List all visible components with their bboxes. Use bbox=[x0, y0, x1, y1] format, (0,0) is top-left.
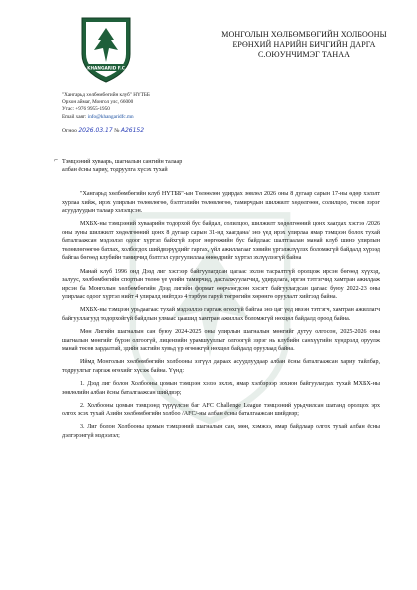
letter-body bbox=[62, 190, 380, 445]
request-item-1: 1. Дээд лиг болон Холбооны цомын тэмцээн хэзээ эхлэх, ямар хэлбэрээр зохион байгуулагдах тухай МХБХ-ны зөвлөлийн албан ёсны баталгаажсан шийдвэр; bbox=[62, 380, 380, 396]
body-paragraph-3: Манай клуб 1996 онд Дээд лиг хэсгээр байгуулагдсан цагаас эхлэн тасралтгүй оролцож ирсэн бөгөөд хүүхэд, залуус, хөлбөмбөгийн спортын төлөө үе үеийн тамирчид, дасгалжуулагчид, удирдлага, иргэн тэтгэгчид хамтран ажилдаж ирсэн ба Монголын хөлбөмбөгийн Дээд лигийн формат өөрчлөгдсөн хэсэгт байгуулагдсан цагаас буюу 2022-23 оны улирлаас одоог хүртэл нийт 4 улиралд нийтдээ 4 тэрбум гаруй төгрөгийн хөрөнгө оруулалт хийгээд байна. bbox=[62, 268, 380, 301]
number-label: № bbox=[114, 128, 120, 134]
body-paragraph-4: МХБХ-ны тэмцээн урьдаагаас тухай мэдээллээ гаргаж өгөхгүй байгаа энэ цаг үед ивээн тэтгэгч, хамтран ажиллагч байгууллагууд тодорхойгүй байдлын улмаас цаашид хамтран ажиллах боломжгүй нөхцөл байдалд ороод байна. bbox=[62, 307, 380, 322]
request-item-2: 2. Холбооны цомын тэмцээнд түрүүлсэн баг AFC Challenge League тэмцээний урьдчилсан шатанд оролцох эрх олгох эсэх тухай Азийн хөлбөмбөгийн холбоо /AFC/-ны албан ёсны баталгаажсан шийдвэр; bbox=[62, 402, 380, 418]
handwritten-date: 2026.03.17 bbox=[78, 127, 113, 134]
email-label: Email хаяг: bbox=[62, 113, 87, 120]
request-item-3: 3. Лиг болон Холбооны цомын тэмцээний шагналын сан, мөн, хэмжээ, ямар байдлаар олгох тухай албан ёсны дэлгэрэнгүй мэдээлэл; bbox=[62, 424, 380, 439]
body-paragraph-2: МХБХ-ны тэмцээний хуваарийн тодорхой бус байдал, солилцоо, шилжилт хөдөлгөөний цонх хаагдах хэсгээ /2026 оны зуны шилжилт хөдөлгөөний цонх 8 дугаар сарын 31-нд хаагдана/ энэ үед ирэх улирлаа ямар тэмцээн болох тухай баталгаажсан мэдээлэл одоог хүртэл байхгүй зэрэг нөргөжийн бус байдлааc шалтгаалан манай клуб шинэ улирлын төлөвлөгөөгөө батлах, холбогдох шийдвэрүүдийг гаргах, үйл ажиллагааг хэвийн үргэлжлүүлэх боломжгүй байдалд хүрээд байгаа бөгөөд клубийн тамирчид бэлтгэл сургуулиллаа өнөөдрийг хүртэл эхлүүлээгүй байна bbox=[62, 221, 380, 262]
subject-line-2: албан ёсны хариу, тодруулга хүсэх тухай bbox=[62, 167, 168, 174]
sender-info bbox=[62, 92, 192, 121]
body-paragraph-6: Иймд Монголын хөлбөмбөгийн холбооны эзгүүл дараах асуудлуудаар албан ёсны баталгаажсан хариу тайлбар, тодруулгыг гаргаж өгөхийг хүсэж байна. Үүнд: bbox=[62, 359, 380, 374]
logo-text: KHANGARID F.C bbox=[87, 66, 125, 72]
corner-mark-icon: ⌐ bbox=[54, 156, 58, 164]
recipient-line-1: МОНГОЛЫН ХӨЛБӨМБӨГИЙН ХОЛБООНЫ bbox=[221, 30, 387, 39]
reference-line bbox=[62, 127, 144, 134]
sender-email-link[interactable]: info@khangaridfc.mn bbox=[87, 113, 134, 120]
body-paragraph-1: "Хангарьд хөлбөмбөгийн клуб НҮТББ"-ын Төлөөлөн удирдах зөвлөл 2026 оны 8 дугаар сарын 17-ны өдөр хэлэлт хурлаа хийж, ирэх улирлын төлөвлөгөө, бэлтгэлийн төлөвлөгөө, тамирчдын шилжилт хөдөлгөөн, солилцоо, төсөв зэрэг асуудлуудын талаар хэлэлцсэн. bbox=[62, 191, 380, 215]
subject-block bbox=[54, 156, 252, 175]
body-paragraph-5: Мөн Лигийн шагналын сан буюу 2024-2025 оны улирлын шагналын мөнгийг дутуу олгосон, 2025-2026 оны шагналын мөнгийг бүрэн олгоогүй, лицензийн урамшууллыг олгоогүй зэрэг нь клубийн санхүүгийн хүндрэлд оруулж манай төсөв зардалтай, здийн засгийн хувьд үр өгөөжгүй нөхцөл байдалд оруулаад байна. bbox=[62, 329, 380, 353]
recipient-block bbox=[214, 30, 394, 60]
recipient-line-2: ЕРӨНХИЙ НАРИЙН БИЧГИЙН ДАРГА bbox=[232, 40, 376, 49]
sender-phone: Утас: +976 9955-1950 bbox=[62, 106, 110, 113]
recipient-line-3: С.ОЮУНЧИМЭГ ТАНАА bbox=[257, 50, 351, 59]
sender-address: Орхон аймаг, Монгол улс, 66000 bbox=[62, 99, 134, 106]
khangarid-fc-logo-icon bbox=[78, 14, 134, 84]
handwritten-number: А26152 bbox=[120, 127, 145, 134]
subject-line-1: Тэмцээний хуваарь, шагналын сангийн талаар bbox=[62, 159, 183, 165]
sender-email-line bbox=[62, 114, 192, 121]
date-label: Огноо bbox=[62, 128, 77, 134]
sender-name: "Хангарьд хөлбөмбөгийн клуб" НҮТББ bbox=[62, 92, 150, 98]
